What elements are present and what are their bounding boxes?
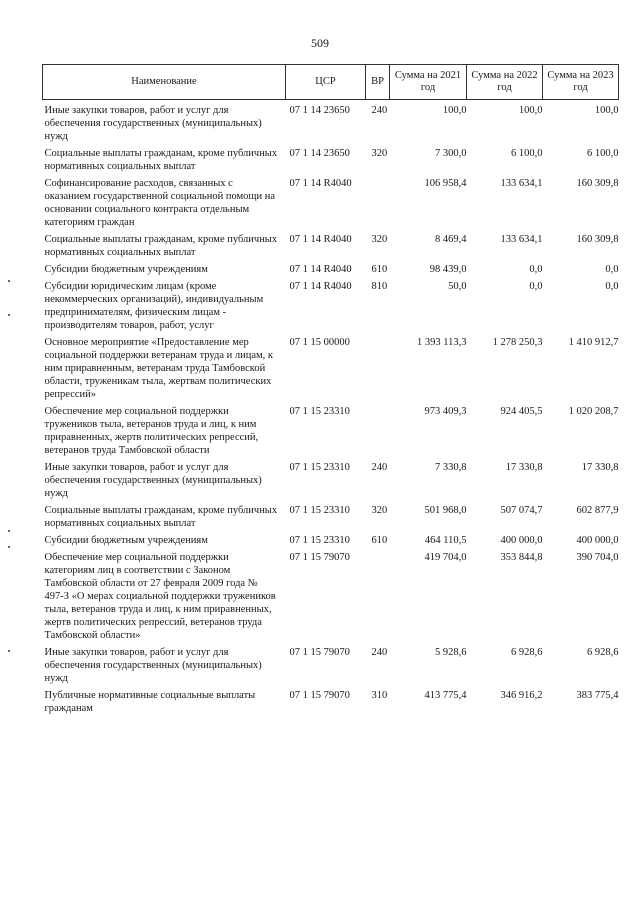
cell-sum-2023: 1 410 912,7 (568, 337, 619, 348)
cell-vr: 320 (371, 505, 388, 516)
cell-sum-2023: 6 100,0 (587, 148, 619, 159)
cell-sum-2021: 1 393 113,3 (417, 337, 467, 348)
table-row (43, 551, 619, 642)
cell-sum-2023: 6 928,6 (587, 647, 619, 658)
cell-sum-2023: 17 330,8 (581, 462, 619, 473)
cell-sum-2023: 100,0 (594, 105, 619, 116)
cell-sum-2022: 346 916,2 (500, 690, 543, 701)
header-sum-2023: Сумма на 2023 год (543, 65, 619, 100)
table-row (43, 147, 619, 173)
table-row (43, 280, 619, 332)
cell-csr: 07 1 15 23310 (289, 505, 350, 516)
table-row (43, 405, 619, 457)
cell-name: Субсидии бюджетным учреждениям (44, 264, 208, 275)
margin-marks (8, 280, 12, 660)
cell-name: Основное мероприятие «Предоставление мер социальной поддержки ветеранам труда и лицам, к ним приравненным, ветеранам труда Тамбовской области, труженикам тыла, жертвам политических репрессий» (44, 337, 273, 400)
cell-sum-2023: 160 309,8 (576, 178, 619, 189)
cell-vr (366, 177, 390, 229)
cell-vr (366, 336, 390, 401)
cell-sum-2022: 1 278 250,3 (492, 337, 543, 348)
cell-vr: 810 (371, 281, 388, 292)
cell-name: Публичные нормативные социальные выплаты гражданам (44, 690, 256, 714)
cell-sum-2023: 400 000,0 (576, 535, 619, 546)
header-csr: ЦСР (286, 65, 366, 100)
cell-sum-2023: 1 020 208,7 (568, 406, 619, 417)
cell-sum-2022: 924 405,5 (500, 406, 543, 417)
page-number: 509 (311, 36, 329, 50)
cell-name: Иные закупки товаров, работ и услуг для обеспечения государственных (муниципальных) нужд (44, 647, 262, 684)
cell-sum-2021: 100,0 (442, 105, 467, 116)
cell-sum-2022: 6 928,6 (511, 647, 543, 658)
header-vr: ВР (366, 65, 390, 100)
cell-sum-2021: 98 439,0 (429, 264, 467, 275)
table-row (43, 177, 619, 229)
cell-csr: 07 1 14 R4040 (289, 178, 352, 189)
cell-sum-2021: 413 775,4 (424, 690, 467, 701)
cell-vr: 320 (371, 148, 388, 159)
cell-sum-2023: 160 309,8 (576, 234, 619, 245)
cell-vr: 310 (371, 690, 388, 701)
table-row (43, 461, 619, 500)
cell-sum-2022: 0,0 (529, 281, 543, 292)
cell-csr: 07 1 14 R4040 (289, 281, 352, 292)
cell-sum-2023: 0,0 (605, 264, 619, 275)
cell-vr: 610 (371, 535, 388, 546)
cell-sum-2023: 383 775,4 (576, 690, 619, 701)
cell-sum-2021: 7 300,0 (435, 148, 467, 159)
table-header-row (43, 65, 619, 100)
cell-sum-2022: 133 634,1 (500, 234, 543, 245)
table-row (43, 233, 619, 259)
cell-name: Социальные выплаты гражданам, кроме публичных нормативных социальных выплат (44, 148, 278, 172)
table-row (43, 646, 619, 685)
cell-vr: 610 (371, 264, 388, 275)
cell-csr: 07 1 15 23310 (289, 535, 350, 546)
table-row (43, 504, 619, 530)
cell-csr: 07 1 15 23310 (289, 406, 350, 417)
cell-sum-2022: 133 634,1 (500, 178, 543, 189)
cell-sum-2022: 0,0 (529, 264, 543, 275)
cell-csr: 07 1 15 79070 (289, 647, 350, 658)
cell-sum-2021: 5 928,6 (435, 647, 467, 658)
budget-table (42, 64, 619, 719)
cell-sum-2023: 0,0 (605, 281, 619, 292)
cell-vr: 240 (371, 105, 388, 116)
cell-sum-2021: 50,0 (448, 281, 467, 292)
cell-name: Иные закупки товаров, работ и услуг для обеспечения государственных (муниципальных) нужд (44, 105, 262, 142)
cell-csr: 07 1 15 79070 (289, 690, 350, 701)
header-name: Наименование (43, 65, 286, 100)
cell-name: Субсидии юридическим лицам (кроме некоммерческих организаций), индивидуальным предпринимателям, физическим лицам - производителям товаров, работ, услуг (44, 281, 264, 331)
cell-csr: 07 1 14 R4040 (289, 264, 352, 275)
cell-sum-2021: 501 968,0 (424, 505, 467, 516)
table-row (43, 336, 619, 401)
cell-sum-2021: 419 704,0 (424, 552, 467, 563)
cell-sum-2021: 106 958,4 (424, 178, 467, 189)
cell-csr: 07 1 14 R4040 (289, 234, 352, 245)
cell-sum-2022: 17 330,8 (505, 462, 543, 473)
header-sum-2021: Сумма на 2021 год (390, 65, 467, 100)
cell-vr (366, 405, 390, 457)
table-row (43, 263, 619, 276)
cell-csr: 07 1 15 23310 (289, 462, 350, 473)
table-row (43, 689, 619, 715)
table-row-spacer (43, 715, 619, 719)
cell-csr: 07 1 14 23650 (289, 105, 350, 116)
cell-name: Социальные выплаты гражданам, кроме публичных нормативных социальных выплат (44, 505, 278, 529)
cell-sum-2021: 973 409,3 (424, 406, 467, 417)
cell-name: Социальные выплаты гражданам, кроме публичных нормативных социальных выплат (44, 234, 278, 258)
cell-name: Софинансирование расходов, связанных с оказанием государственной социальной помощи на основании социального контракта отдельным категориям граждан (44, 178, 276, 228)
table-row-spacer-cell (43, 715, 619, 719)
cell-csr: 07 1 14 23650 (289, 148, 350, 159)
table-row (43, 104, 619, 143)
cell-sum-2022: 353 844,8 (500, 552, 543, 563)
cell-sum-2023: 390 704,0 (576, 552, 619, 563)
cell-vr: 320 (371, 234, 388, 245)
cell-sum-2022: 100,0 (518, 105, 543, 116)
cell-name: Обеспечение мер социальной поддержки категориям лиц в соответствии с Законом Тамбовской области от 27 февраля 2009 года № 497-З «О мерах социальной поддержки тружеников тыла, ветеранов труда и лиц, к ним приравненных, жертв политических репрессий, ветеранов труда Тамбовской области» (44, 552, 276, 641)
table-row (43, 534, 619, 547)
cell-sum-2022: 400 000,0 (500, 535, 543, 546)
cell-vr (366, 551, 390, 642)
cell-name: Субсидии бюджетным учреждениям (44, 535, 208, 546)
header-sum-2022: Сумма на 2022 год (467, 65, 543, 100)
table-body (43, 100, 619, 720)
cell-csr: 07 1 15 00000 (289, 337, 350, 348)
cell-sum-2021: 7 330,8 (435, 462, 467, 473)
cell-vr: 240 (371, 647, 388, 658)
cell-sum-2023: 602 877,9 (576, 505, 619, 516)
cell-name: Обеспечение мер социальной поддержки тружеников тыла, ветеранов труда и лиц, к ним приравненных, жертв политических репрессий, ветеранов труда Тамбовской области (44, 406, 259, 456)
cell-csr: 07 1 15 79070 (289, 552, 350, 563)
cell-sum-2022: 6 100,0 (511, 148, 543, 159)
cell-sum-2021: 464 110,5 (424, 535, 467, 546)
cell-sum-2021: 8 469,4 (435, 234, 467, 245)
cell-name: Иные закупки товаров, работ и услуг для обеспечения государственных (муниципальных) нужд (44, 462, 262, 499)
cell-sum-2022: 507 074,7 (500, 505, 543, 516)
cell-vr: 240 (371, 462, 388, 473)
